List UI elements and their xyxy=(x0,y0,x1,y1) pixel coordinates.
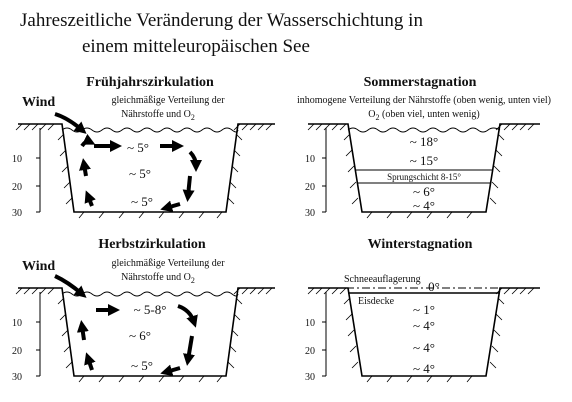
panel-spring xyxy=(12,75,275,219)
water-surface-summer xyxy=(348,128,500,132)
note-autumn-line1: gleichmäßige Verteilung der xyxy=(111,258,225,269)
panel-autumn xyxy=(12,237,275,383)
temp-autumn-middle: ~ 6° xyxy=(129,328,151,343)
temp-summer-lower: ~ 6° xyxy=(413,184,435,199)
wind-label-spring: Wind xyxy=(22,95,56,110)
circulation-arrows-autumn xyxy=(55,276,194,372)
temp-winter-bottom: ~ 4° xyxy=(413,361,435,376)
temp-winter-middle: ~ 4° xyxy=(413,318,435,333)
note-summer-line1: inhomogene Verteilung der Nährstoffe (oben wenig, unten viel) xyxy=(296,95,552,106)
ice-cover-label: Eisdecke xyxy=(358,296,395,307)
water-surface-spring xyxy=(62,128,238,132)
note-summer-line2: $O_2$ (oben viel, unten wenig) xyxy=(368,109,480,122)
main-title-line1: Jahreszeitliche Veränderung der Wasserschichtung in xyxy=(20,10,423,31)
depth-tick-30: 30 xyxy=(305,208,315,219)
wind-label-autumn: Wind xyxy=(22,259,56,274)
depth-tick-30: 30 xyxy=(12,372,22,383)
depth-tick-10: 10 xyxy=(12,318,22,329)
depth-tick-20: 20 xyxy=(305,182,315,193)
temp-summer-bottom: ~ 4° xyxy=(413,198,435,213)
panel-title-winter: Winterstagnation xyxy=(367,237,473,252)
temp-autumn-top: ~ 5-8° xyxy=(133,302,167,317)
depth-tick-10: 10 xyxy=(305,154,315,165)
temp-autumn-bottom: ~ 5° xyxy=(131,358,153,373)
depth-tick-20: 20 xyxy=(305,346,315,357)
temp-spring-bottom: ~ 5° xyxy=(131,194,153,209)
main-title-line2: einem mitteleuropäischen See xyxy=(82,36,310,57)
note-spring-line2: Nährstoffe und $O_2$ xyxy=(121,109,195,122)
panel-title-spring: Frühjahrszirkulation xyxy=(86,75,214,90)
water-surface-autumn xyxy=(62,292,238,296)
note-autumn-line2: Nährstoffe und $O_2$ xyxy=(121,272,195,285)
snow-cover-label: Schneeauflagerung xyxy=(344,274,421,285)
panel-title-summer: Sommerstagnation xyxy=(363,75,477,90)
depth-tick-20: 20 xyxy=(12,182,22,193)
temp-spring-top: ~ 5° xyxy=(127,140,149,155)
temp-winter-lower: ~ 4° xyxy=(413,340,435,355)
depth-tick-10: 10 xyxy=(12,154,22,165)
panel-winter xyxy=(305,237,540,383)
panel-title-autumn: Herbstzirkulation xyxy=(98,237,206,252)
thermocline-label: Sprungschicht 8-15° xyxy=(387,172,461,182)
panel-summer xyxy=(297,75,551,219)
temp-winter-upper: ~ 1° xyxy=(413,302,435,317)
temp-summer-upper: ~ 15° xyxy=(409,153,439,168)
temp-spring-middle: ~ 5° xyxy=(129,166,151,181)
temp-summer-surface: ~ 18° xyxy=(409,134,439,149)
note-spring-line1: gleichmäßige Verteilung der xyxy=(111,95,225,106)
depth-tick-10: 10 xyxy=(305,318,315,329)
depth-tick-30: 30 xyxy=(12,208,22,219)
depth-tick-30: 30 xyxy=(305,372,315,383)
temp-winter-surface: 0° xyxy=(428,279,440,294)
depth-tick-20: 20 xyxy=(12,346,22,357)
